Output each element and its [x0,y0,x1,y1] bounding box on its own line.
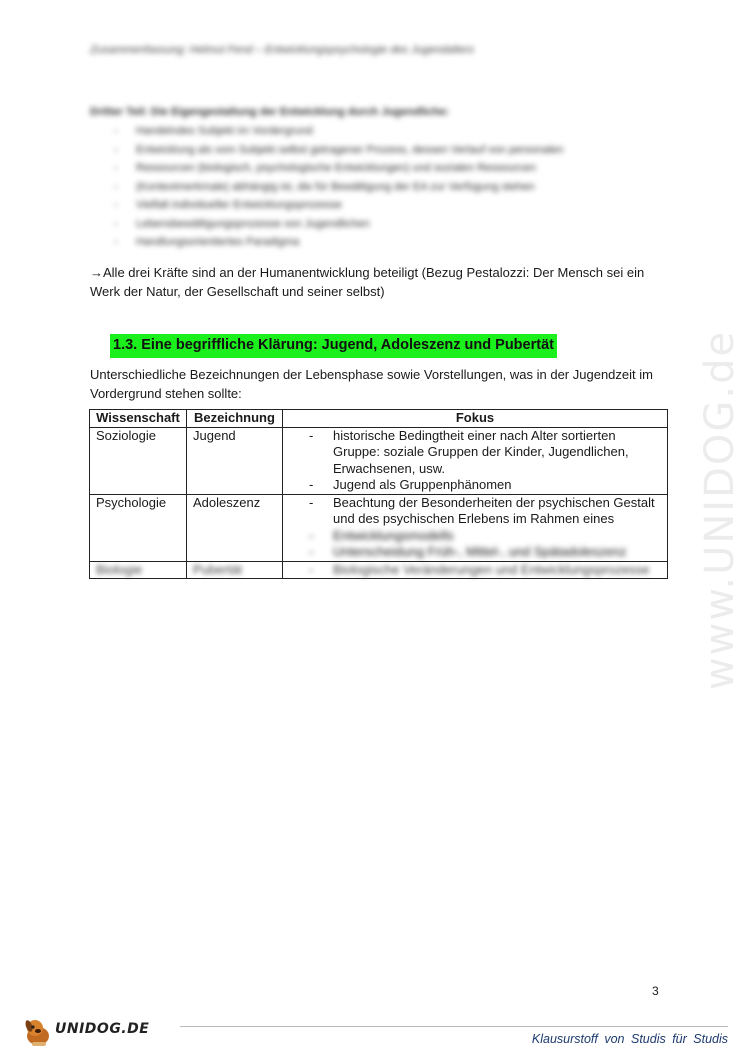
page-header: Zusammenfassung: Helmut Fend – Entwicklungspsychologie des Jugendalters [90,44,474,56]
list-item: - Vielfalt individueller Entwicklungsprozesse [136,196,650,215]
list-item-continuation: - (Kontextmerkmale) abhängig ist, die für Bewältigung der EA zur Verfügung stehen [136,178,650,197]
fokus-item: - Beachtung der Besonderheiten der psychischen Gestalt und des psychischen Erlebens im Rahmen eines [333,495,661,528]
footer-divider [180,1026,728,1027]
list-item: - Lebensbewältigungsprozesse von Jugendlichen [136,215,650,234]
page-number: 3 [652,984,659,998]
arrow-icon: → [90,265,103,280]
intro-text: Unterschiedliche Bezeichnungen der Lebensphase sowie Vorstellungen, was in der Jugendzeit im Vordergrund stehen sollte: [90,367,653,401]
fokus-item: - historische Bedingtheit einer nach Alter sortierten Gruppe: soziale Gruppen der Kinder, Jugendlichen, Erwachsenen, usw. [333,428,661,478]
table-row-blurred [90,561,668,579]
cell-wissenschaft: Biologie [96,561,143,577]
cell-fokus [283,427,668,494]
section-heading: 1.3. Eine begriffliche Klärung: Jugend, Adoleszenz und Pubertät [110,334,557,358]
watermark [697,280,743,740]
cell-bezeichnung: Jugend [187,427,283,494]
logo-text: UNIDOG.DE [55,1021,150,1037]
blurred-section [90,106,650,252]
table-row [90,494,668,561]
footer-slogan: Klausurstoff von Studis für Studis [531,1032,728,1046]
blurred-section-list [90,122,650,252]
list-item: - Handelndes Subjekt im Vordergrund [136,122,650,141]
cell-bezeichnung: Pubertät [193,561,243,577]
blurred-section-title: Dritter Teil: Die Eigengestaltung der Entwicklung durch Jugendliche: [90,106,450,118]
dog-icon [22,1016,54,1048]
fokus-item-blurred: - Unterscheidung Früh-, Mittel-, und Spätadoleszenz [333,544,661,561]
arrow-paragraph [90,263,650,301]
header-bezeichnung: Bezeichnung [187,410,283,428]
cell-wissenschaft: Soziologie [90,427,187,494]
arrow-paragraph-text: Alle drei Kräfte sind an der Humanentwicklung beteiligt (Bezug Pestalozzi: Der Mensch sei ein Werk der Natur, der Gesellschaft und seiner selbst) [90,265,645,299]
header-fokus: Fokus [283,410,668,428]
watermark-text: www.UNIDOG.de [697,329,743,691]
focus-table [89,409,668,579]
cell-bezeichnung: Adoleszenz [187,494,283,561]
table-header-row [90,410,668,428]
unidog-logo [22,1016,152,1048]
list-item: - Handlungsorientiertes Paradigma [136,233,650,252]
header-wissenschaft: Wissenschaft [90,410,187,428]
list-item: - Entwicklung als vom Subjekt selbst getragener Prozess, dessen Verlauf von personalen [136,141,650,160]
fokus-item-blurred: - Entwicklungsmodells [333,528,661,545]
list-item-continuation: - Ressourcen (biologisch, psychologische Entwicklungen) und sozialen Ressourcen [136,159,650,178]
cell-wissenschaft: Psychologie [90,494,187,561]
fokus-item: - Biologische Veränderungen und Entwicklungsprozesse [333,562,661,579]
table-row [90,427,668,494]
fokus-item: - Jugend als Gruppenphänomen [333,477,661,494]
cell-fokus [283,494,668,561]
